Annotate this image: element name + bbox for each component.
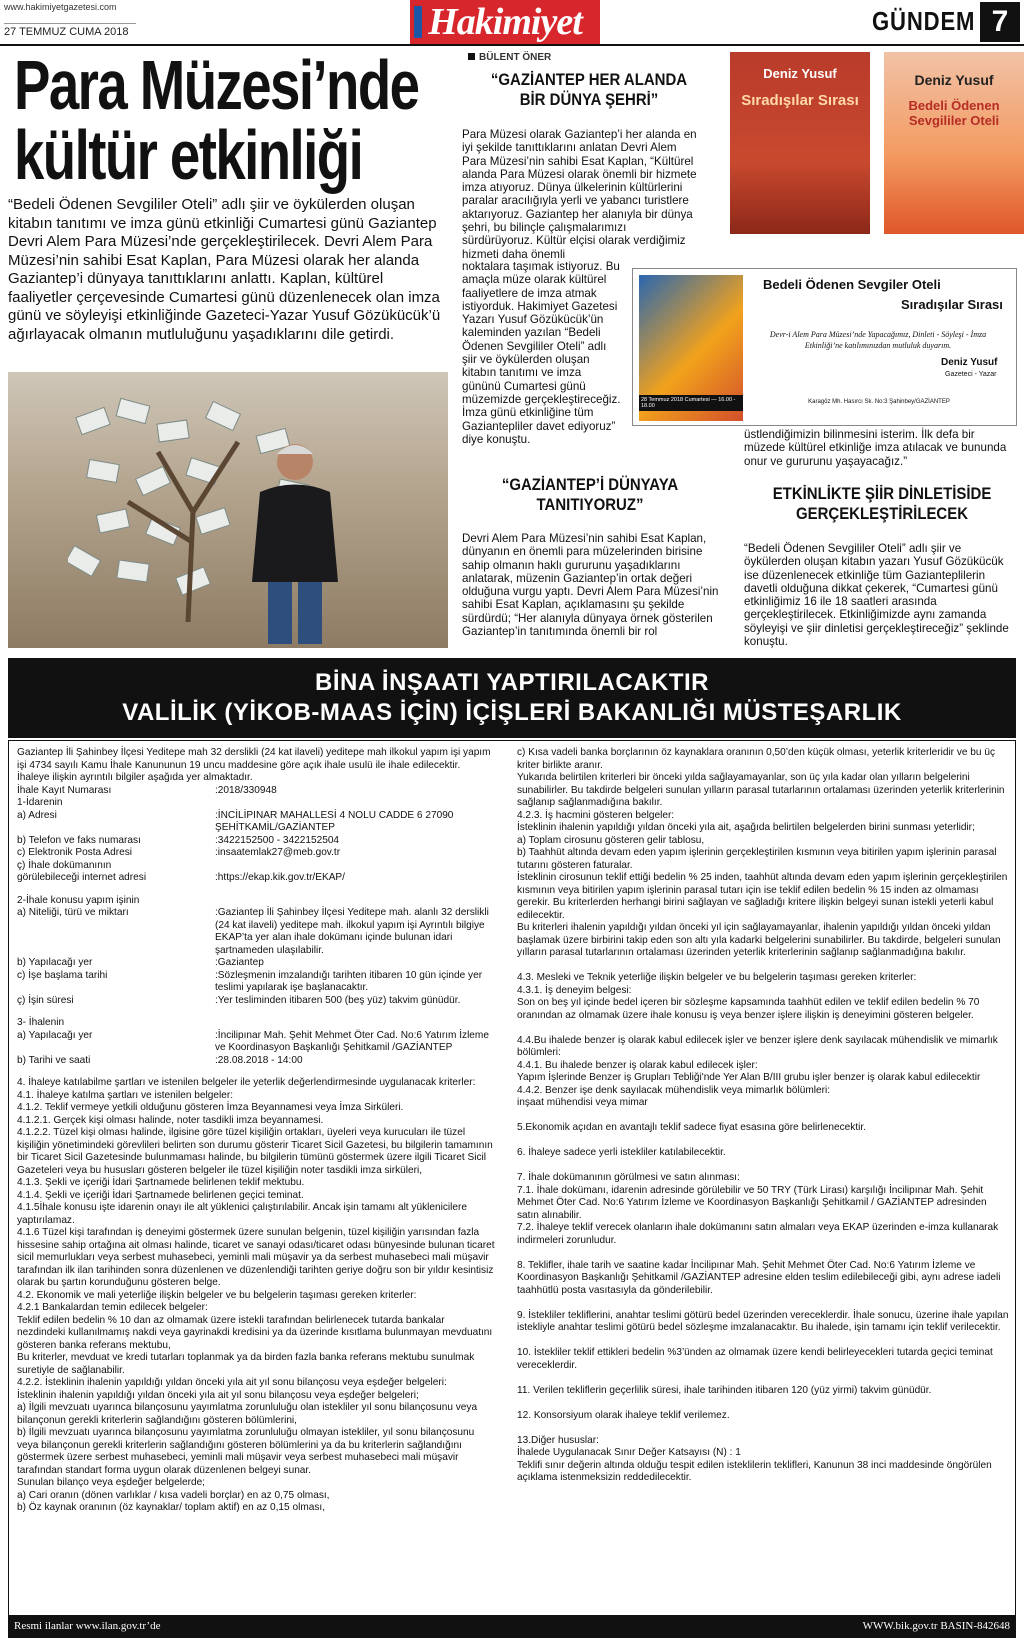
- telefon-label: b) Telefon ve faks numarası: [17, 834, 141, 846]
- konu-heading: 2-İhale konusu yapım işinin: [17, 894, 140, 906]
- col3-text-continued: üstlendiğimizin bilinmesini isterim. İlk defa bir müzede kültürel etkinliğe imza atılacak ve bununda onur ve gururunu yaşayacağız.”: [744, 428, 1007, 468]
- ihale-tarih-label: b) Tarihi ve saati: [17, 1054, 91, 1066]
- telefon-row: [17, 835, 495, 848]
- book1-title: Sıradışılar Sırası: [741, 92, 859, 109]
- yer-value: :Gaziantep: [215, 957, 264, 968]
- newspaper-logo: Hakimiyet: [410, 0, 600, 44]
- article-lead: “Bedeli Ödenen Sevgililer Oteli” adlı şiir ve öykülerden oluşan kitabın tanıtımı ve imza günü etkinliği Cumartesi günü Gaziantep Devri Alem Para Müzesi’nde gerçekleştirilecek. Devri Alem Para Müzesi’nin sahibi Esat Kaplan, Para Müzesi olarak her alanda Gaziantep’i dünyaya tanıttıklarını anlattı. Kaplan, kültürel faaliyetler çerçevesinde Cumartesi günü düzenlenecek olan imza günü ve söyleyişi etkinliğinde Gazeteci-Yazar Yusuf Gözükücük’ü ağırlayacak olmanın mutluluğunu yaşadıklarını dile getirdi.: [8, 196, 441, 343]
- invitation-title-2: Sıradışılar Sırası: [901, 297, 1003, 312]
- byline: BÜLENT ÖNER: [468, 52, 551, 63]
- sure-row: [17, 995, 495, 1008]
- invitation-date-line: 28 Temmuz 2018 Cumartesi — 16.00 - 18.00: [639, 395, 743, 411]
- dokuman-row: [17, 872, 495, 885]
- adres-label: a) Adresi: [17, 809, 57, 821]
- col2-text-top: Para Müzesi olarak Gaziantep’i her alanda en iyi şekilde tanıttıklarını anlatan Devri Alem Para Müzesi’nin sahibi Esat Kaplan, “Kültürel alanda Para Müzesi olarak önemli bir hizmete imza atıyoruz. Dünya ülkelerinin kültürlerini paralar aracılığıyla yerli ve yabancı turistlere aktarıyoruz. Gaziantep her alanıyla bir dünya şehri, bu bilinçle çalışmalarımızı sürdürüyoruz. Kültür elçisi olarak verdiğimiz hizmeti daha önemli: [462, 128, 697, 261]
- adres-row: [17, 810, 495, 835]
- subhead-1: “GAZİANTEP HER ALANDA BİR DÜNYA ŞEHRİ”: [490, 70, 688, 109]
- book2-title: Bedeli Ödenen Sevgililer Oteli: [908, 98, 1000, 128]
- notice-left-rest: 4. İhaleye katılabilme şartları ve istenilen belgeler ile yeterlik değerlendirmesinde uygulanacak kriterler: 4.1. İhaleye katılma şartları ve istenilen belgeler: 4.1.2. Teklif vermeye yetkili olduğunu gösteren İmza Beyannamesi veya İmza Sirküleri. 4.1.2.1. Gerçek kişi olması halinde, noter tasdikli imza beyannamesi. 4.1.2.2. Tüzel kişi olması halinde, ilgisine göre tüzel kişiliğin ortakları, üyeleri veya kurucuları ile tüzel kişiliğin yönetimindeki görevlileri belirten son durumu gösterir Ticaret Sicil Gazetesi, bu bilgilerin tamamının bir Ticaret Sicil Gazetesinde bulunmaması halinde, bu bilgilerin tümünü göstermek üzere ilgili Ticaret Sicil Gazeteleri veya bu hususları gösteren belgeler ile tüzel kişiliğin noter tasdikli imza sirküleri, 4.1.3. Şekli ve içeriği İdari Şartnamede belirlenen teklif mektubu. 4.1.4. Şekli ve içeriği İdari Şartnamede belirlenen geçici teminat. 4.1.5İhale konusu işte idarenin onayı ile alt yüklenici çalıştırılabilir. Ancak işin tamamı alt yüklenicilere yaptırılamaz. 4.1.6 Tüzel kişi tarafından iş deneyimi göstermek üzere sunulan belgenin, tüzel kişiliğin yarısından fazla hissesine sahip ortağına ait olması halinde, ticaret ve sanayi odası/ticaret odası bünyesinde bulunan ticaret sicil memurlukları veya serbest muhasebeci, yeminli mali müşavir ya da serbest muhasebeci mali müşavir tarafından ilk ilan tarihinden sonra düzenlenen ve düzenlendiği tarihten geriye doğru son bir yıldır kesintisiz olarak bu şartın korunduğunu gösteren belge. 4.2. Ekonomik ve mali yeterliğe ilişkin belgeler ve bu belgelerin taşıması gereken kriterler: 4.2.1 Bankalardan temin edilecek belgeler: Teklif edilen bedelin % 10 dan az olmamak üzere istekli tarafından belirlenecek tutarda bankalar nezdindeki kullanılmamış nakdi veya gayrinakdi kredisini ya da üzerinde kısıtlama bulunmayan mevduatını gösteren banka referans mektubu, Bu kriterler, mevduat ve kredi tutarları toplanmak ya da birden fazla banka referans mektubu sunulmak suretiyle de sağlanabilir. 4.2.2. İsteklinin ihalenin yapıldığı yıldan önceki yıla ait yıl sonu bilançosu veya eşdeğer belgeleri: İsteklinin ihalenin yapıldığı yıldan önceki yıla ait yıl sonu bilançosu veya eşdeğer belgeleri; a) İlgili mevzuatı uyarınca bilançosunu yayımlatma zorunluluğu olan istekliler yıl sonu bilançosunu veya bilançonun gerekli kriterlerin sağlandığını gösteren bölümlerini, b) İlgili mevzuatı uyarınca bilançosunu yayımlatma zorunluluğu olmayan istekliler, yıl sonu bilançosunu veya bilançonun gerekli kriterlerin sağlandığını gösteren bölümlerini ya da bu kriterlerin sağlandığını göstermek üzere serbest muhasebeci, yeminli mali müşavir veya serbest muhasebeci mali müşavir tarafından standart forma uygun olarak düzenlenen belgeyi sunar. Sunulan bilanço veya eşdeğer belgelerde; a) Cari oranın (dönen varlıklar / kısa vadeli borçlar) en az 0,75 olması, b) Öz kaynak oranının (öz kaynaklar/ toplam aktif) en az 0,15 olması,: [17, 1077, 495, 1513]
- subhead-2: “GAZİANTEP’İ DÜNYAYA TANITIYORUZ”: [501, 475, 679, 514]
- invitation-signer-role: Gazeteci - Yazar: [945, 371, 997, 378]
- yer-row: [17, 957, 495, 970]
- notice-footer: [8, 1616, 1016, 1638]
- eposta-row: [17, 847, 495, 860]
- notice-intro: Gaziantep İli Şahinbey İlçesi Yeditepe mah 32 derslikli (24 kat ilaveli) yeditepe mah ilkokul yapım işi yapım işi 4734 sayılı Kamu İhale Kanununun 19 uncu maddesine göre açık ihale usulü ile ihale edilecektir. İhaleye ilişkin ayrıntılı bilgiler aşağıda yer almaktadır.: [17, 747, 491, 783]
- eposta-value[interactable]: :insaatemlak27@meb.gov.tr: [215, 847, 341, 858]
- ihale-tarih-row: [17, 1055, 495, 1068]
- baslama-value: :Sözleşmenin imzalandığı tarihten itibaren 10 gün içinde yer teslimi yapılarak işe başlanacaktır.: [215, 969, 483, 993]
- invitation-signer: Deniz Yusuf: [941, 357, 998, 368]
- website-url[interactable]: www.hakimiyetgazetesi.com: [4, 2, 117, 12]
- dokuman-label-1: ç) İhale dokümanının: [17, 859, 112, 871]
- nitelik-value: :Gaziantep İli Şahinbey İlçesi Yeditepe mah. alanlı 32 derslikli (24 kat ilaveli) yeditepe mah. ilkokul yapım işi Ayrıntılı bilgiye EKAP’ta yer alan ihale dokümanı içinde bulunan idari şartnameden ulaşılabilir.: [215, 907, 489, 956]
- yer-label: b) Yapılacağı yer: [17, 957, 93, 968]
- sure-label: ç) İşin süresi: [17, 994, 74, 1006]
- headline-line-1: Para Müzesi’nde: [14, 46, 419, 124]
- nitelik-label: a) Niteliği, türü ve miktarı: [17, 907, 129, 918]
- ihale-yer-value: :İncilipınar Mah. Şehit Mehmet Öter Cad. No:6 Yatırım İzleme ve Koordinasyon Başkanlığı Şehitkamil /GAZİANTEP: [215, 1029, 489, 1053]
- article-photo: [8, 372, 448, 648]
- notice-header: [8, 658, 1016, 738]
- baslama-row: [17, 970, 495, 995]
- notice-left-column: [17, 747, 495, 1515]
- dokuman-label-2: görülebileceği internet adresi: [17, 872, 147, 883]
- masthead: [0, 0, 1024, 46]
- dokuman-url[interactable]: :https://ekap.kik.gov.tr/EKAP/: [215, 872, 345, 883]
- invitation-text: Devr-i Alem Para Müzesi’nde Yapacağımız, Dinleti - Söyleşi - İmza Etkinliği’ne katılımınızdan mutluluk duyarım.: [769, 330, 987, 350]
- headline-line-2: kültür etkinliği: [14, 116, 363, 194]
- ihale-heading: 3- İhalenin: [17, 1017, 65, 1028]
- article-headline: [14, 46, 451, 194]
- book-cover-1: [730, 52, 870, 234]
- invitation-title-1: Bedeli Ödenen Sevgiler Oteli: [763, 277, 941, 292]
- notice-right-column: [517, 747, 1009, 1485]
- telefon-value: :3422152500 - 3422152504: [215, 834, 340, 846]
- kayit-label: İhale Kayıt Numarası: [17, 784, 112, 796]
- footer-bik-code[interactable]: WWW.bik.gov.tr BASIN-842648: [862, 1620, 1010, 1632]
- nitelik-row: [17, 907, 495, 957]
- notice-body: [8, 740, 1016, 1616]
- subhead-3: ETKİNLİKTE ŞİİR DİNLETİSİDE GERÇEKLEŞTİRİLECEK: [772, 484, 992, 523]
- book1-author: Deniz Yusuf: [763, 66, 837, 81]
- kayit-row: [17, 785, 495, 798]
- notice-title-1: BİNA İNŞAATI YAPTIRILACAKTIR: [314, 669, 709, 696]
- col2-text-narrow: noktalara taşımak istiyoruz. Bu amaçla müze olarak kültürel faaliyetlere de imza atmak istiyorduk. Hakimiyet Gazetesi Yazarı Yusuf Gözükücük’ün kaleminden yazılan “Bedeli Ödenen Sevgililer Oteli” adlı şiir ve öykülerden oluşan kitabın tanıtımı ve imza gününü Cumartesi günü müzemizde gerçekleştireceğiz. İmza günü etkinliğine tüm Gaziantepliler davet ediyoruz” diye konuştu.: [462, 260, 621, 446]
- notice-right-text: c) Kısa vadeli banka borçlarının öz kaynaklara oranının 0,50’den küçük olması, yeterlik kriterleridir ve bu üç kriter birlikte aranır. Yukarıda belirtilen kriterleri bir önceki yılda sağlayamayanlar, son üç yıla kadar olan yılların belgelerini sunabilirler. Bu takdirde belgeleri sunulan yılların parasal tutarlarının ortalaması üzerinden yeterlik kriterlerinin sağlanıp sağlanmadığına bakılır. 4.2.3. İş hacmini gösteren belgeler: İsteklinin ihalenin yapıldığı yıldan önceki yıla ait, aşağıda belirtilen belgelerden birini sunması yeterlidir; a) Toplam cirosunu gösteren gelir tablosu, b) Taahhüt altında devam eden yapım işlerinin gerçekleştirilen kısmının veya bitirilen yapım işlerinin parasal tutarını gösteren faturalar. İsteklinin cirosunun teklif ettiği bedelin % 25 inden, taahhüt altında devam eden yapım işlerinin gerçekleştirilen kısmının veya bitirilen yapım işlerinin parasal tutarı için ise teklif edilen bedelin % 15 inden az olmaması gerekir. Bu kriterlerden herhangi birini sağlayan ve sağladığı kritere ilişkin belgeyi sunan istekli yeterli kabul edilecektir. Bu kriterleri ihalenin yapıldığı yıldan önceki yıl için sağlayamayanlar, ihalenin yapıldığı yıldan önceki yıldan başlamak üzere birbirini takip eden son altı yıla kadarki belgelerini sunabilirler. Bu takdirde, belgeleri sunulan yılların parasal tutarlarının ortalaması üzerinden yeterlik kriterlerinin sağlanıp sağlanmadığına bakılır. 4.3. Mesleki ve Teknik yeterliğe ilişkin belgeler ve bu belgelerin taşıması gereken kriterler: 4.3.1. İş deneyim belgesi: Son on beş yıl içinde bedel içeren bir sözleşme kapsamında taahhüt edilen ve teklif edilen bedelin % 70 oranından az olmamak üzere ihale konusu iş veya benzer işlere ilişkin iş deneyimini gösteren belgeler. 4.4.Bu ihalede benzer iş olarak kabul edilecek işler ve benzer işlere denk sayılacak mühendislik ve mimarlık bölümleri: 4.4.1. Bu ihalede benzer iş olarak kabul edilecek işler: Yapım İşlerinde Benzer iş Grupları Tebliği'nde Yer Alan B/III grubu işler benzer iş olarak kabul edilecektir 4.4.2. Benzer işe denk sayılacak mühendislik veya mimarlık bölümleri: inşaat mühendisi veya mimar 5.Ekonomik açıdan en avantajlı teklif sadece fiyat esasına göre belirlenecektir. 6. İhaleye sadece yerli istekliler katılabilecektir. 7. İhale dokümanının görülmesi ve satın alınması: 7.1. İhale dokümanı, idarenin adresinde görülebilir ve 50 TRY (Türk Lirası) karşılığı İncilipınar Mah. Şehit Mehmet Öter Cad. No:6 Yatırım İzleme ve Koordinasyon Başkanlığı Şehitkamil / GAZİANTEP adresinden satın alınabilir. 7.2. İhaleye teklif verecek olanların ihale dokümanını satın almaları veya EKAP üzerinden e-imza kullanarak indirmeleri zorunludur. 8. Teklifler, ihale tarih ve saatine kadar İncilipınar Mah. Şehit Mehmet Öter Cad. No:6 Yatırım İzleme ve Koordinasyon Başkanlığı Şehitkamil /GAZİANTEP adresine elden teslim edilebileceği gibi, aynı adrese iadeli taahhütlü posta vasıtasıyla da gönderilebilir. 9. İstekliler tekliflerini, anahtar teslimi götürü bedel üzerinden vereceklerdir. İhale sonucu, üzerine ihale yapılan istekliyle anahtar teslimi götürü bedel sözleşme imzalanacaktır. Bu ihalede, işin tamamı için teklif verilecektir. 10. İstekliler teklif ettikleri bedelin %3’ünden az olmamak üzere kendi belirleyecekleri tutarda geçici teminat vereceklerdir. 11. Verilen tekliflerin geçerlilik süresi, ihale tarihinden itibaren 120 (yüz yirmi) takvim günüdür. 12. Konsorsiyum olarak ihaleye teklif verilemez. 13.Diğer hususlar: İhalede Uygulanacak Sınır Değer Katsayısı (N) : 1 Teklifi sınır değerin altında olduğu tespit edilen isteklilerin teklifleri, Kanunun 38 inci maddesinde öngörülen açıklama istenmeksizin reddedilecektir.: [517, 747, 1009, 1483]
- book-cover-2: [884, 52, 1024, 234]
- official-notice: [0, 658, 1024, 1638]
- section-title: GÜNDEM: [872, 6, 976, 36]
- col2-text-bottom: Devri Alem Para Müzesi’nin sahibi Esat Kaplan, dünyanın en önemli para müzelerinden birisine sahip olmanın haklı gururunu yaşadıklarını anlatarak, müzenin Gaziantep’in ortak değeri olduğuna vurgu yaptı. Devri Alem Para Müzesi’nin sahibi Esat Kaplan, açıklamasını şu şekilde sürdürdü; “Her alanıyla dünyaya örnek gösterilen Gaziantep’in tanıtımında önemli bir rol: [462, 532, 719, 639]
- col3-text-bottom: “Bedeli Ödenen Sevgililer Oteli” adlı şiir ve öykülerden oluşan kitabın yazarı Yusuf Gözükücük ise düzenlenecek etkinliğe tüm Gazianteplilerin davetli olduğuna dikkat çekerek, “Cumartesi günü etkinliğimiz 16 ile 18 saatleri arasında gerçekleştirilecek. Etkinliğimizde aynı zamanda söyleyişi ve şiir dinletisi gerçekleştireceğiz” şeklinde konuştu.: [744, 542, 1009, 649]
- ihale-tarih-value: :28.08.2018 - 14:00: [215, 1054, 303, 1066]
- invitation-card: [632, 268, 1017, 426]
- idare-heading: 1-İdarenin: [17, 797, 63, 808]
- sure-value: :Yer tesliminden itibaren 500 (beş yüz) takvim günüdür.: [215, 994, 461, 1006]
- ihale-yer-label: a) Yapılacağı yer: [17, 1029, 93, 1041]
- invitation-address: Karagöz Mh. Hasırcı Sk. No:3 Şahinbey/GAZİANTEP: [808, 399, 950, 405]
- baslama-label: c) İşe başlama tarihi: [17, 969, 108, 981]
- notice-title-2: VALİLİK (YİKOB-MAAS İÇİN) İÇİŞLERİ BAKANLIĞI MÜSTEŞARLIK: [122, 699, 902, 726]
- issue-date: 27 TEMMUZ CUMA 2018: [4, 23, 136, 38]
- ihale-yer-row: [17, 1030, 495, 1055]
- eposta-label: c) Elektronik Posta Adresi: [17, 847, 133, 858]
- kayit-value: :2018/330948: [215, 784, 277, 796]
- adres-value: :İNCİLİPINAR MAHALLESİ 4 NOLU CADDE 6 27090 ŞEHİTKAMİL/GAZİANTEP: [215, 809, 454, 833]
- book2-author: Deniz Yusuf: [914, 72, 994, 88]
- person-figure: [240, 432, 350, 648]
- page-number: 7: [980, 2, 1020, 42]
- footer-ilan-link[interactable]: Resmi ilanlar www.ilan.gov.tr’de: [14, 1620, 161, 1632]
